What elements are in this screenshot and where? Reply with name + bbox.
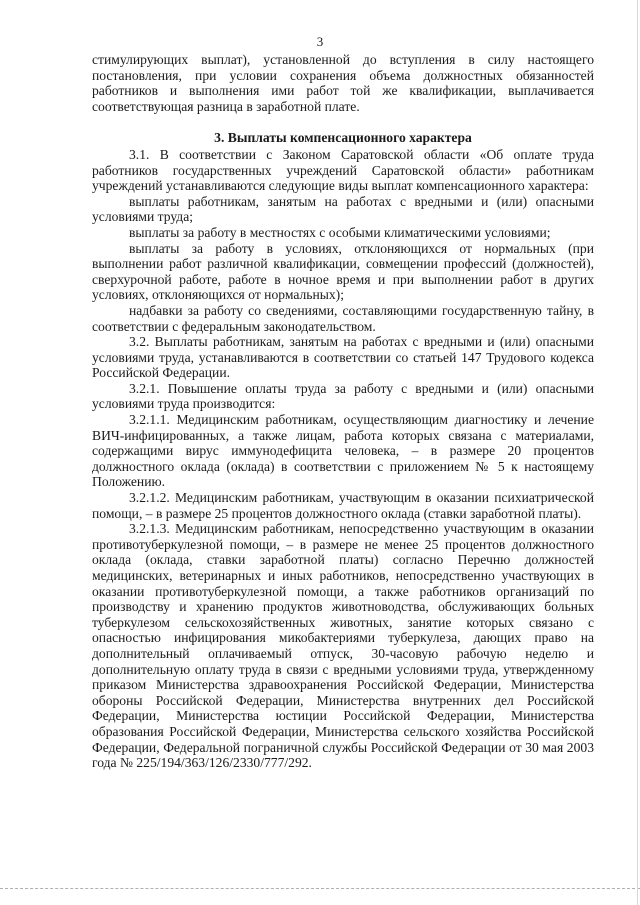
scan-edge-line: [0, 888, 640, 889]
document-body: [92, 52, 594, 771]
list-item: выплаты за работу в условиях, отклоняющихся от нормальных (при выполнении работ различной квалификации, совмещении профессий (должностей), сверхурочной работе, работе в ночное время и при выполнении работ в других условиях, отклоняющихся от нормальных);: [92, 240, 594, 303]
scan-edge-right: [637, 0, 638, 905]
paragraph-3-1: 3.1. В соответствии с Законом Саратовской области «Об оплате труда работников государственных учреждений Саратовской области» работникам учреждений устанавливаются следующие виды выплат компенсационного характера:: [92, 146, 594, 194]
paragraph-3-2-1-2: 3.2.1.2. Медицинским работникам, участвующим в оказании психиатрической помощи, – в размере 25 процентов должностного оклада (ставки заработной платы).: [92, 490, 594, 521]
page-number: 3: [316, 34, 324, 49]
paragraph-3-2: 3.2. Выплаты работникам, занятым на работах с вредными и (или) опасными условиями труда, устанавливаются в соответствии со статьей 147 Трудового кодекса Российской Федерации.: [92, 334, 594, 381]
paragraph-3-2-1: 3.2.1. Повышение оплаты труда за работу с вредными и (или) опасными условиями труда производится:: [92, 380, 594, 412]
paragraph-3-2-1-3: 3.2.1.3. Медицинским работникам, непосредственно участвующим в оказании противотуберкулезной помощи, – в размере не менее 25 процентов должностного оклада (оклада, ставки заработной платы) согласно Перечню должностей медицинских, ветеринарных и иных работников, непосредственно участвующих в оказании противотуберкулезной помощи, а также работников организаций по производству и хранению продуктов животноводства, обслуживающих больных туберкулезом сельскохозяйственных животных, занятие которых связано с опасностью инфицирования микобактериями туберкулеза, дающих право на дополнительный оплачиваемый отпуск, 30-часовую рабочую неделю и дополнительную оплату труда в связи с вредными условиями труда, утвержденному приказом Министерства здравоохранения Российской Федерации, Министерства обороны Российской Федерации, Министерства внутренних дел Российской Федерации, Министерства юстиции Российской Федерации, Министерства образования Российской Федерации, Министерства сельского хозяйства Российской Федерации, Федеральной пограничной службы Российской Федерации от 30 мая 2003 года № 225/194/363/126/2330/777/292.: [92, 521, 594, 771]
paragraph-3-2-1-1: 3.2.1.1. Медицинским работникам, осуществляющим диагностику и лечение ВИЧ-инфицированных, а также лицам, работа которых связана с материалами, содержащими вирус иммунодефицита человека, – в размере 20 процентов должностного оклада (оклада) в соответствии с приложением № 5 к настоящему Положению.: [92, 412, 594, 490]
list-item: выплаты за работу в местностях с особыми климатическими условиями;: [129, 224, 551, 240]
intro-paragraph: стимулирующих выплат), установленной до вступления в силу настоящего постановления, при условии сохранения объема должностных обязанностей работников и выполнения ими работ той же квалификации, выплачивается соответствующая разница в заработной плате.: [92, 52, 594, 114]
list-item: надбавки за работу со сведениями, составляющими государственную тайну, в соответствии с федеральным законодательством.: [92, 302, 594, 334]
section-title: 3. Выплаты компенсационного характера: [214, 130, 472, 146]
list-item: выплаты работникам, занятым на работах с вредными и (или) опасными условиями труда;: [92, 193, 594, 225]
